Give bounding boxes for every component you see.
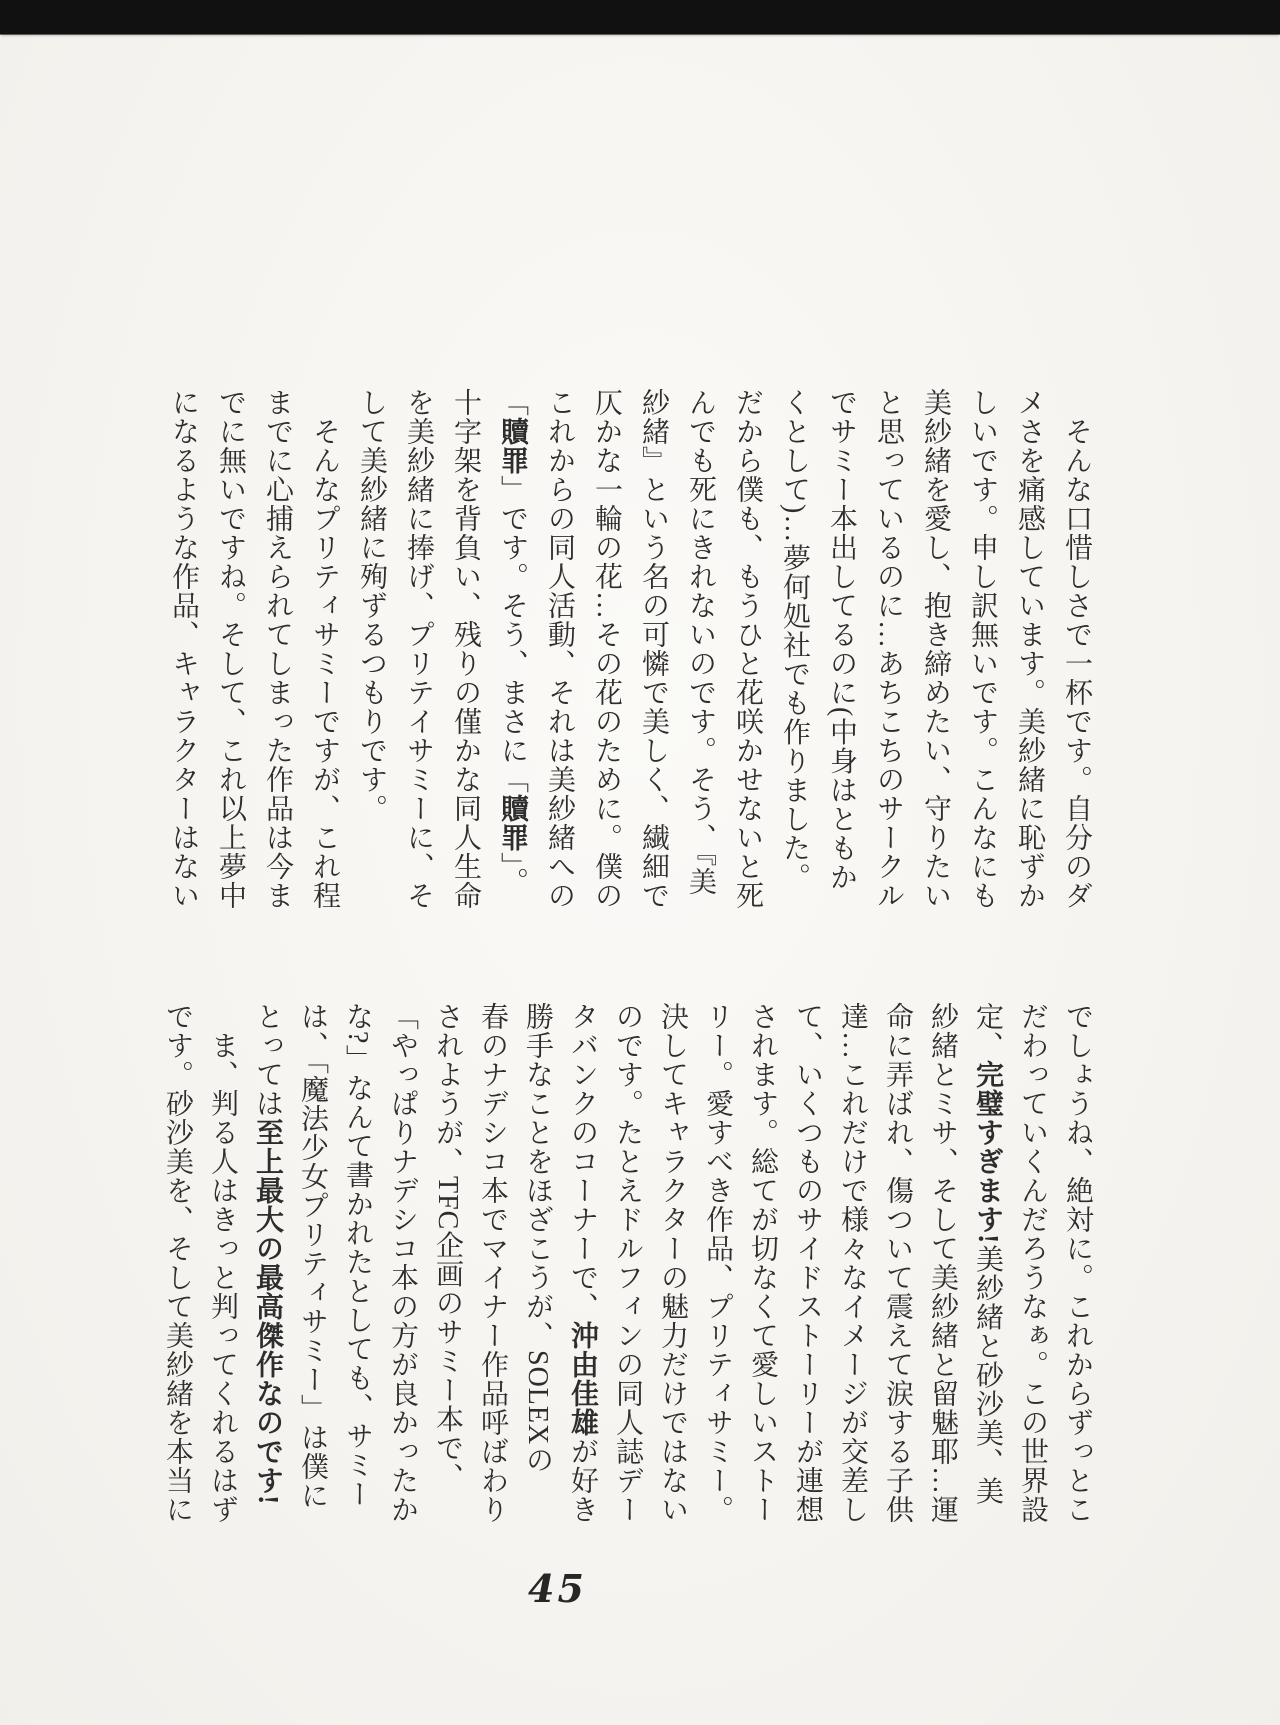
text-column: だわっていくんだろうなぁ。この世界設 xyxy=(1017,1002,1048,1524)
text-column: 紗緒とミサ、そして美紗緒と留魅耶…運 xyxy=(927,1002,958,1524)
text-column: 勝手なことをほざこうが、SOLEXの xyxy=(522,1002,553,1475)
text-column: 春のナデシコ本でマイナー作品呼ばわり xyxy=(477,1002,508,1524)
text-column: そんなプリティサミーですが、これ程 xyxy=(309,388,340,910)
text-column: です。砂沙美を、そして美紗緒を本当に xyxy=(162,1002,193,1524)
text-column: 達…これだけで様々なイメージが交差し xyxy=(837,1002,868,1524)
top-text-block xyxy=(160,388,1100,920)
text-column: 命に弄ばれ、傷ついて震えて涙する子供 xyxy=(882,1002,913,1524)
text-column: でに無いですね。そして、これ以上夢中 xyxy=(215,388,246,910)
text-column: とっては至上最大の最高傑作なのです! xyxy=(252,1002,283,1506)
text-column: リー。愛すべき作品、プリティサミー。 xyxy=(702,1002,733,1524)
text-column: されます。総てが切なくて愛しいストー xyxy=(747,1002,778,1524)
text-column: 定、完璧すぎます!美紗緒と砂沙美、美 xyxy=(972,1002,1003,1506)
text-column: て、いくつものサイドストーリーが連想 xyxy=(792,1002,823,1524)
bottom-text-block xyxy=(155,1002,1100,1532)
text-column: 「贖罪」です。そう、まさに「贖罪」。 xyxy=(497,388,528,896)
text-column: して美紗緒に殉ずるつもりです。 xyxy=(356,388,387,823)
text-column: そんな口惜しさで一杯です。自分のダ xyxy=(1061,388,1092,910)
text-column: でサミー本出してるのに(中身はともか xyxy=(826,388,857,892)
text-column: 紗緒』という名の可憐で美しく、繊細で xyxy=(638,388,669,910)
text-column: だから僕も、もうひと花咲かせないと死 xyxy=(732,388,763,910)
text-column: タバンクのコーナーで、沖由佳雄が好き xyxy=(567,1002,598,1524)
text-column: んでも死にきれないのです。そう、『美 xyxy=(685,388,716,896)
text-column: されようが、TFC企画のサミー本で、 xyxy=(432,1002,463,1492)
text-column: 決してキャラクターの魅力だけではない xyxy=(657,1002,688,1524)
text-column: メさを痛感しています。美紗緒に恥ずか xyxy=(1014,388,1045,910)
text-column: な?」なんて書かれたとしても、サミー xyxy=(342,1002,373,1509)
text-column: のです。たとえドルフィンの同人誌デー xyxy=(612,1002,643,1524)
text-column: でしょうね、絶対に。これからずっとこ xyxy=(1062,1002,1093,1524)
text-column: になるような作品、キャラクターはない xyxy=(168,388,199,910)
text-column: と思っているのに…あちこちのサークル xyxy=(873,388,904,910)
text-column: 十字架を背負い、残りの僅かな同人生命 xyxy=(450,388,481,910)
text-column: しいです。申し訳無いです。こんなにも xyxy=(967,388,998,910)
text-column: を美紗緒に捧げ、プリテイサミーに、そ xyxy=(403,388,434,910)
text-column: 美紗緒を愛し、抱き締めたい、守りたい xyxy=(920,388,951,910)
scan-edge-bar xyxy=(0,0,1280,34)
text-column: 仄かな一輪の花…その花のために。僕の xyxy=(591,388,622,910)
text-column: 「やっぱりナデシコ本の方が良かったか xyxy=(387,1002,418,1524)
text-column: は、「魔法少女プリティサミー」は僕に xyxy=(297,1002,328,1510)
text-column: くとして)…夢何処社でも作りました。 xyxy=(779,388,810,892)
text-column: ま、判る人はきっと判ってくれるはず xyxy=(207,1002,238,1524)
text-column: これからの同人活動、それは美紗緒への xyxy=(544,388,575,910)
page-number: 45 xyxy=(528,1566,587,1611)
text-column: までに心捕えられてしまった作品は今ま xyxy=(262,388,293,910)
